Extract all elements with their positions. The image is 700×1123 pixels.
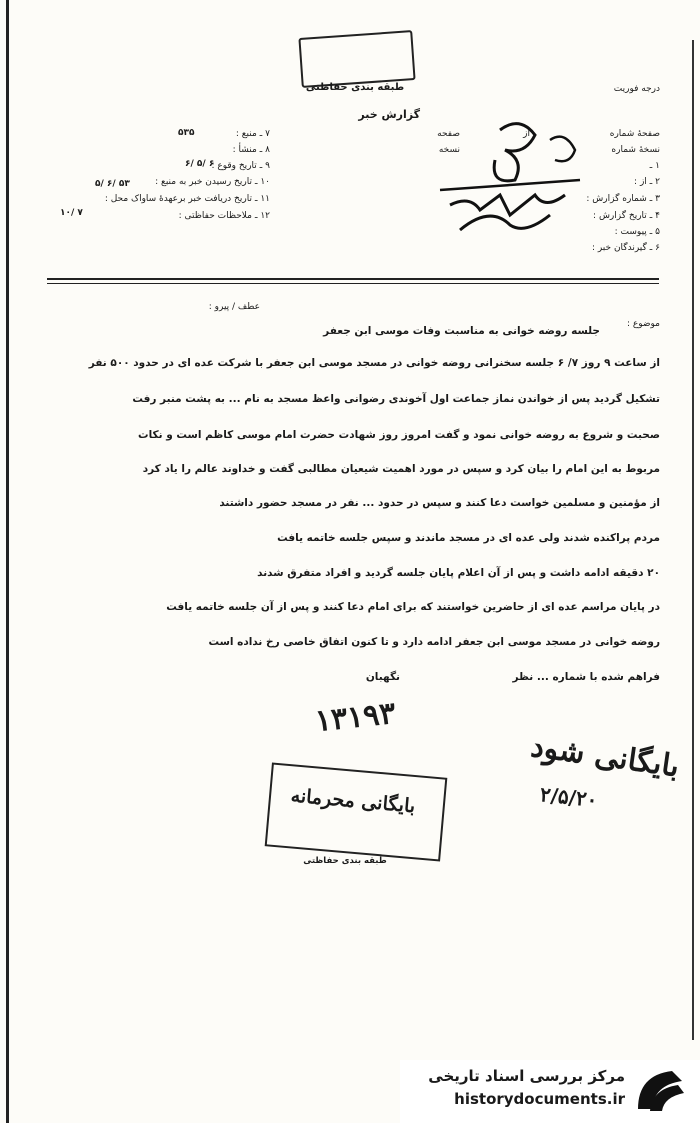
archive-note: بایگانی شود — [528, 728, 682, 785]
footer-classification: طبقه بندی حفاظتی — [303, 856, 387, 866]
subject-text: جلسه روضه خوانی به مناسبت وفات موسی ابن جعفر — [323, 325, 600, 337]
signature: نگهبان — [365, 671, 400, 683]
field-report-date: ۴ ـ تاریخ گزارش : — [593, 211, 660, 221]
field-1: ۱ ـ — [649, 161, 660, 171]
archive-logo-icon — [632, 1065, 688, 1117]
body-line: در پایان مراسم عده ای از حاضرین خواستند که برای امام دعا کنند و پس از آن جلسه خاتمه یافت — [166, 601, 660, 613]
report-title: گزارش خبر — [358, 108, 420, 121]
source-number: ۵۳۵ — [178, 128, 195, 138]
field-copy-number: نسخهٔ شماره — [611, 145, 660, 155]
body-line: صحبت و شروع به روضه خوانی نمود و گفت امروز روز شهادت حضرت امام موسی کاظم است و نکات — [138, 429, 660, 441]
priority-label: درجه فوریت — [613, 84, 660, 94]
page-of-label: از — [523, 129, 530, 139]
body-line: تشکیل گردید پس از خواندن نماز جماعت اول آخوندی رضوانی واعظ مسجد به نام ... به پشت منبر رفت — [132, 393, 660, 405]
copy-label: نسخه — [438, 145, 460, 155]
body-line: ۲۰ دقیقه ادامه داشت و پس از آن اعلام پایان جلسه گردید و افراد متفرق شدند — [257, 567, 660, 579]
body-line: از مؤمنین و مسلمین خواست دعا کنند و سپس در حدود ... نفر در مسجد حضور داشتند — [219, 497, 660, 509]
field-security-notes: ۱۲ ـ ملاحظات حفاظتی : — [178, 211, 270, 221]
field-from: ۲ ـ از : — [634, 177, 660, 187]
page-edge-right — [692, 40, 694, 1040]
attachment-reference: عطف / پیرو : — [208, 302, 260, 312]
field-report-number: ۳ ـ شماره گزارش : — [586, 194, 660, 204]
field-source: ۷ ـ منبع : — [235, 129, 270, 139]
field-recipients: ۶ ـ گیرندگان خبر : — [591, 243, 660, 253]
body-line: روضه خوانی در مسجد موسی ابن جعفر ادامه دارد و تا کنون اتفاق خاصی رخ نداده است — [208, 636, 660, 648]
page-edge-left — [6, 0, 9, 1123]
body-line: مردم پراکنده شدند ولی عده ای در مسجد ماندند و سپس جلسه خاتمه یافت — [277, 532, 660, 544]
top-stamp-box — [298, 30, 415, 88]
handwritten-date: ۲/۵/۲۰ — [538, 782, 599, 812]
subject-label: موضوع : — [626, 319, 660, 329]
field-page-number: صفحهٔ شماره — [609, 129, 660, 139]
field-receive-date: ۱۰ ـ تاریخ رسیدن خبر به منبع : — [155, 177, 270, 187]
body-line: مربوط به این امام را بیان کرد و سپس در مورد اهمیت شیعیان مطالبی گفت و خداوند عالم را یاد کرد — [142, 463, 660, 475]
receive-date-value: ۵/ ۶/ ۵۳ — [95, 179, 130, 189]
field-event-date: ۹ ـ تاریخ وقوع : — [211, 161, 270, 171]
body-line: فراهم شده با شماره ... نظر — [512, 671, 660, 683]
header-divider-top — [47, 278, 659, 280]
local-date-value: ۱۰/ ۷ — [60, 208, 83, 218]
watermark-name: مرکز بررسی اسناد تاریخی — [428, 1067, 625, 1085]
field-local-date: ۱۱ ـ تاریخ دریافت خبر برعهدهٔ ساواک محل : — [104, 194, 270, 204]
header-handwriting — [430, 110, 600, 260]
classification-label: طبقه بندی حفاظتی — [305, 82, 405, 93]
handwritten-number: ۱۳۱۹۳ — [313, 695, 398, 740]
body-line: از ساعت ۹ روز ۷/ ۶ جلسه سخنرانی روضه خوانی در مسجد موسی ابن جعفر با شرکت عده ای در حدود ۵۰۰ نفر — [88, 357, 660, 369]
page-label: صفحه — [437, 129, 460, 139]
stamp-text: بایگانی محرمانه — [289, 784, 417, 818]
field-attachment: ۵ ـ پیوست : — [614, 227, 660, 237]
watermark-url: historydocuments.ir — [454, 1090, 625, 1108]
event-date-value: ۶/ ۵/ ۶ — [185, 159, 215, 169]
header-divider-bottom — [47, 283, 659, 284]
field-origin: ۸ ـ منشأ : — [232, 145, 270, 155]
